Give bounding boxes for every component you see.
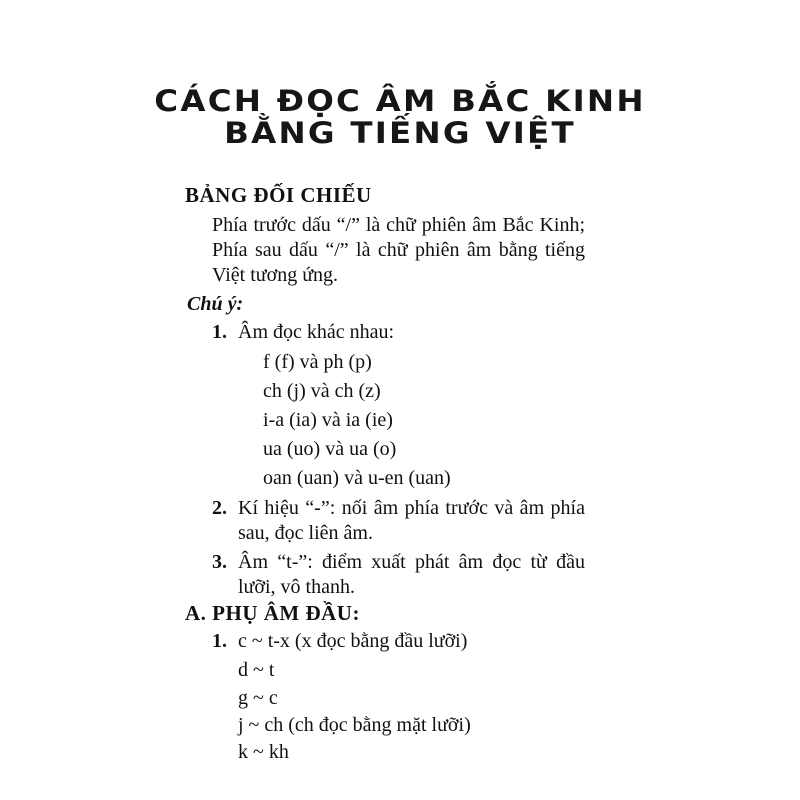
consonant-pair: c ~ t-x (x đọc bằng đầu lưỡi) <box>238 630 468 652</box>
consonant-pair: d ~ t <box>238 659 275 681</box>
note-text: Âm “t-”: điểm xuất phát âm đọc từ đầu <box>238 551 585 573</box>
table-heading: BẢNG ĐỐI CHIẾU <box>185 183 372 207</box>
consonant-pair: k ~ kh <box>238 741 289 763</box>
note-number: 2. <box>212 497 227 519</box>
diff-pair: f (f) và ph (p) <box>263 351 372 373</box>
diff-pair: i-a (ia) và ia (ie) <box>263 409 393 431</box>
page-title-line-2: BẰNG TIẾNG VIỆT <box>224 116 576 150</box>
note-text: lưỡi, vô thanh. <box>238 576 355 598</box>
intro-line: Phía trước dấu “/” là chữ phiên âm Bắc Kinh; <box>212 214 585 236</box>
consonant-number: 1. <box>212 630 227 652</box>
intro-line: Việt tương ứng. <box>212 264 339 286</box>
note-number: 3. <box>212 551 227 573</box>
intro-line: Phía sau dấu “/” là chữ phiên âm bằng tiếng <box>212 239 585 261</box>
note-number: 1. <box>212 321 227 343</box>
consonant-pair: g ~ c <box>238 687 278 709</box>
note-label: Chú ý: <box>187 293 244 315</box>
note-text: sau, đọc liên âm. <box>238 522 373 544</box>
diff-pair: ua (uo) và ua (o) <box>263 438 397 460</box>
section-heading: A. PHỤ ÂM ĐẦU: <box>185 601 360 625</box>
diff-pair: oan (uan) và u-en (uan) <box>263 467 451 489</box>
diff-pair: ch (j) và ch (z) <box>263 380 381 402</box>
consonant-pair: j ~ ch (ch đọc bằng mặt lưỡi) <box>238 714 471 736</box>
note-text: Kí hiệu “-”: nối âm phía trước và âm phía <box>238 497 585 519</box>
page-title-line-1: CÁCH ĐỌC ÂM BẮC KINH <box>154 84 646 118</box>
note-text: Âm đọc khác nhau: <box>238 321 395 343</box>
